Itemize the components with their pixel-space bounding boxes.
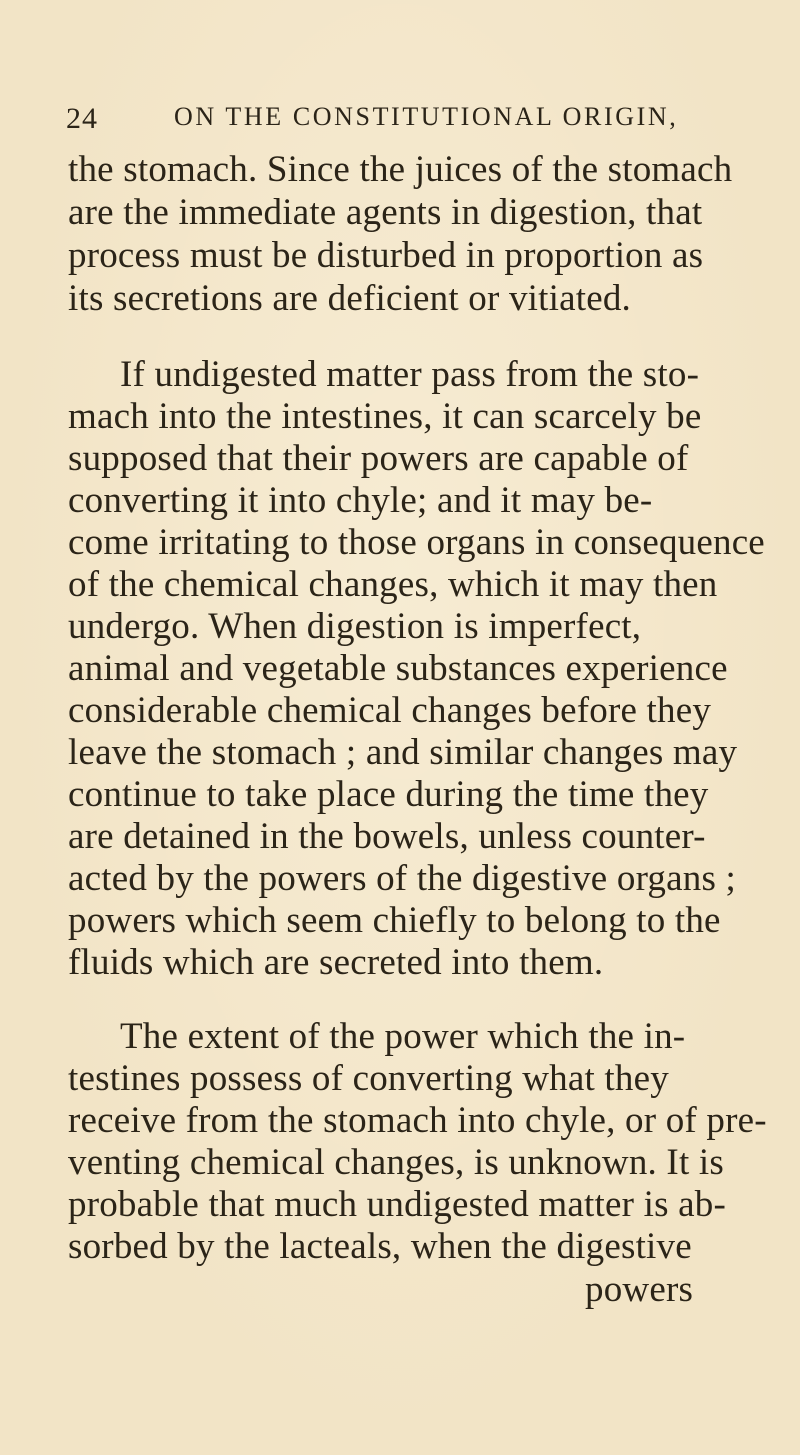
text-line: its secretions are deficient or vitiated. (68, 278, 631, 319)
page-number: 24 (66, 102, 98, 135)
text-line: considerable chemical changes before they (68, 690, 712, 731)
text-line: continue to take place during the time they (68, 774, 709, 815)
text-line: fluids which are secreted into them. (68, 942, 604, 983)
text-line: the stomach. Since the juices of the stomach (68, 149, 733, 190)
text-line: animal and vegetable substances experience (68, 648, 728, 689)
text-line: undergo. When digestion is imperfect, (68, 606, 642, 647)
text-line: converting it into chyle; and it may be- (68, 480, 653, 521)
text-line: process must be disturbed in proportion as (68, 235, 704, 276)
text-line: probable that much undigested matter is ab- (68, 1184, 726, 1225)
text-line: venting chemical changes, is unknown. It is (68, 1142, 724, 1183)
catchword: powers (585, 1269, 694, 1310)
text-line: acted by the powers of the digestive organs ; (68, 858, 736, 899)
running-head-title: ON THE CONSTITUTIONAL ORIGIN, (174, 102, 679, 131)
text-line: leave the stomach ; and similar changes may (68, 732, 738, 773)
text-line: powers which seem chiefly to belong to the (68, 900, 721, 941)
text-line: are the immediate agents in digestion, that (68, 192, 703, 233)
text-line: mach into the intestines, it can scarcely be (68, 396, 702, 437)
text-line: The extent of the power which the in- (120, 1016, 686, 1057)
text-line: testines possess of converting what they (68, 1058, 669, 1099)
text-line: come irritating to those organs in consequence (68, 522, 765, 563)
text-line: are detained in the bowels, unless counter- (68, 816, 706, 857)
text-line: of the chemical changes, which it may then (68, 564, 718, 605)
text-line: If undigested matter pass from the sto- (120, 354, 700, 395)
text-line: sorbed by the lacteals, when the digestive (68, 1226, 692, 1267)
text-line: receive from the stomach into chyle, or of pre- (68, 1100, 767, 1141)
running-head (66, 98, 746, 138)
text-line: supposed that their powers are capable of (68, 438, 689, 479)
